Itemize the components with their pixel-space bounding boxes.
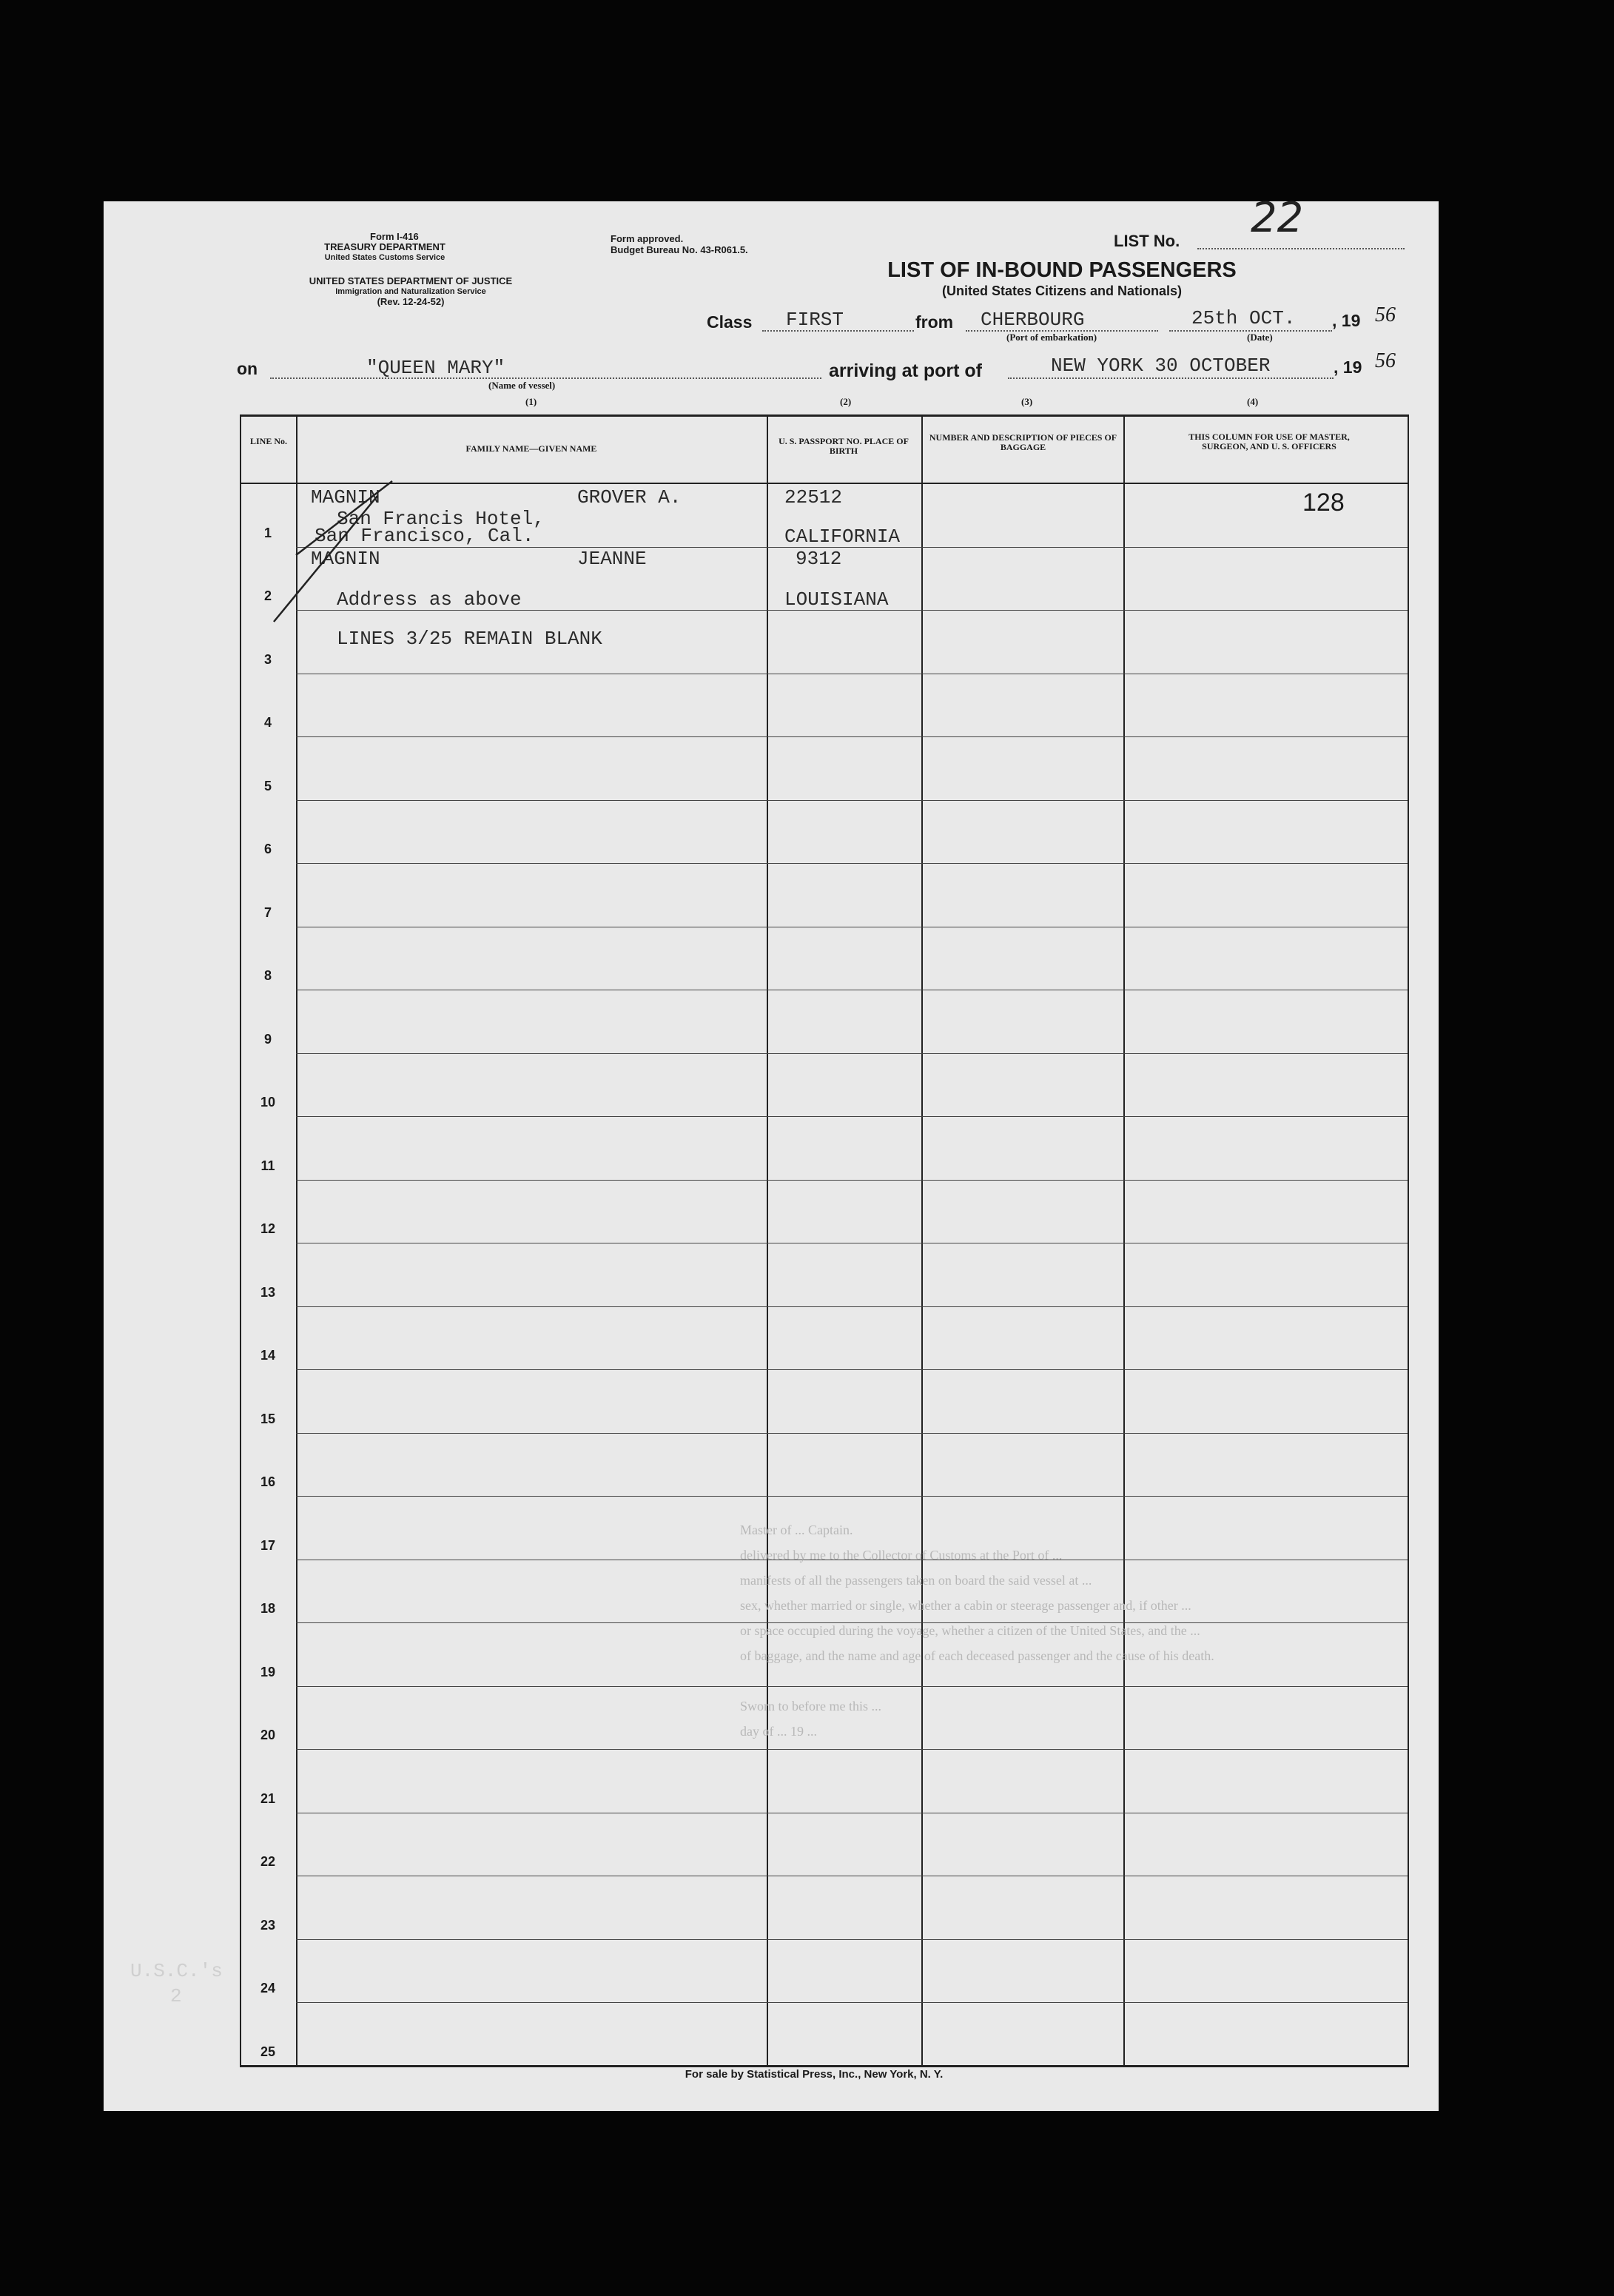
col-number-2: (2) — [840, 396, 852, 407]
row-rule — [296, 1749, 1408, 1750]
port-caption: (Port of embarkation) — [1006, 332, 1097, 343]
vessel-line — [270, 377, 821, 379]
line-number: 16 — [260, 1474, 276, 1489]
list-no-value: 22 — [1251, 194, 1304, 242]
p1-family-name: MAGNIN — [311, 486, 380, 508]
customs-service: United States Customs Service — [324, 253, 445, 262]
line-number: 23 — [260, 1917, 276, 1933]
row-rule — [296, 1433, 1408, 1434]
arriving-label: arriving at port of — [829, 360, 982, 381]
blank-lines-note: LINES 3/25 REMAIN BLANK — [337, 628, 602, 650]
line-number: 9 — [263, 1031, 272, 1047]
row-rule — [296, 1939, 1408, 1940]
arrival-year-prefix: , 19 — [1334, 358, 1362, 377]
p1-birthplace: CALIFORNIA — [784, 526, 901, 548]
col-divider-lineno — [296, 414, 297, 2067]
year-prefix: , 19 — [1332, 311, 1361, 330]
table-top-border — [240, 414, 1409, 417]
justice-dept: UNITED STATES DEPARTMENT OF JUSTICE — [309, 275, 513, 286]
from-label: from — [915, 312, 954, 332]
row-rule — [296, 1306, 1408, 1307]
table-bottom-border — [240, 2065, 1409, 2067]
p1-address-line1: San Francis Hotel, — [337, 508, 545, 530]
line-number: 12 — [260, 1221, 276, 1236]
table-right-border — [1408, 414, 1409, 2067]
p2-address: Address as above — [337, 588, 522, 611]
col-number-1: (1) — [525, 396, 537, 407]
vessel-value: "QUEEN MARY" — [366, 357, 505, 379]
table-header-bottom — [240, 483, 1409, 484]
p1-address-line2: San Francisco, Cal. — [315, 525, 534, 547]
row-rule — [296, 736, 1408, 737]
checkmark-strokes — [266, 466, 414, 629]
p2-birthplace: LOUISIANA — [784, 588, 889, 611]
row-rule — [296, 800, 1408, 801]
line-number: 18 — [260, 1601, 276, 1616]
line-number: 7 — [263, 904, 272, 920]
line-number: 11 — [260, 1158, 275, 1173]
col-divider-name — [767, 414, 768, 2067]
budget-bureau: Budget Bureau No. 43-R061.5. — [611, 244, 748, 255]
printer-footer: For sale by Statistical Press, Inc., New York, N. Y. — [685, 2068, 944, 2081]
p2-given-name: JEANNE — [577, 548, 647, 570]
list-no-line — [1197, 248, 1405, 249]
uscs-count: 2 — [170, 1985, 182, 2007]
line-number: 3 — [263, 651, 272, 667]
line-number: 2 — [263, 588, 272, 603]
line-number: 17 — [260, 1537, 276, 1553]
line-number: 4 — [263, 715, 272, 730]
header-name: FAMILY NAME—GIVEN NAME — [465, 443, 597, 454]
header-line-no: LINE No. — [249, 436, 287, 446]
date-value: 25th OCT. — [1191, 307, 1296, 329]
p2-passport-no: 9312 — [796, 548, 842, 570]
arrival-port-value: NEW YORK 30 OCTOBER — [1051, 355, 1271, 377]
line-number: 10 — [260, 1095, 276, 1110]
line-number: 5 — [263, 778, 272, 793]
date-caption: (Date) — [1247, 332, 1273, 343]
row-rule — [296, 1053, 1408, 1054]
bleed-through-text: Master of ... Captain. delivered by me to the Collector of Customs at the Port of ... manifests of all the passengers taken on board the said vessel at ... sex, whether married or single, whether a cabin or steerage passenger and, if other ... or space occupied during the voyage, whether a citizen of the United States, and the ... of baggage, and the name and age of each deceased passenger and the cause of his death. Sworn to before me this ... day of ... 19 ... — [740, 1523, 1214, 1739]
line-number: 6 — [263, 842, 272, 856]
vessel-caption: (Name of vessel) — [488, 380, 556, 391]
header-baggage: NUMBER AND DESCRIPTION OF PIECES OF BAGGAGE — [929, 432, 1117, 452]
row-rule — [296, 1369, 1408, 1370]
list-no-label: LIST No. — [1114, 232, 1180, 250]
header-passport: U. S. PASSPORT NO. PLACE OF BIRTH — [779, 436, 909, 456]
page-title: LIST OF IN-BOUND PASSENGERS — [887, 258, 1237, 282]
year-value: 56 — [1375, 303, 1396, 326]
line-number: 14 — [260, 1348, 276, 1363]
row-rule — [296, 863, 1408, 864]
line-number: 25 — [260, 2044, 276, 2059]
p2-family-name: MAGNIN — [311, 548, 380, 570]
line-number: 20 — [260, 1728, 276, 1742]
form-approved: Form approved. — [611, 233, 684, 244]
col-number-3: (3) — [1021, 396, 1033, 407]
class-value: FIRST — [786, 309, 844, 331]
p1-passport-no: 22512 — [784, 486, 843, 508]
header-officers: THIS COLUMN FOR USE OF MASTER, SURGEON, AND U. S. OFFICERS — [1188, 432, 1350, 452]
on-label: on — [237, 359, 258, 378]
row-rule — [296, 1116, 1408, 1117]
line-number: 19 — [260, 1664, 276, 1679]
treasury-dept: TREASURY DEPARTMENT — [324, 241, 445, 252]
row-rule — [296, 2002, 1408, 2003]
p1-officer-note: 128 — [1302, 489, 1345, 517]
row-rule — [296, 1180, 1408, 1181]
col-divider-baggage — [1123, 414, 1125, 2067]
line-number: 15 — [260, 1411, 276, 1426]
col-divider-passport — [921, 414, 923, 2067]
arrival-line — [1008, 377, 1334, 379]
revision-date: (Rev. 12-24-52) — [377, 296, 445, 307]
p1-given-name: GROVER A. — [577, 486, 682, 508]
line-number: 13 — [260, 1284, 276, 1300]
arrival-year-value: 56 — [1375, 349, 1396, 372]
row-rule — [296, 1496, 1408, 1497]
class-label: Class — [707, 312, 753, 332]
ins-service: Immigration and Naturalization Service — [335, 287, 486, 296]
line-number: 8 — [263, 968, 272, 983]
from-value: CHERBOURG — [981, 309, 1085, 331]
page-subtitle: (United States Citizens and Nationals) — [941, 283, 1183, 298]
uscs-note: U.S.C.'s — [130, 1960, 223, 1982]
col-number-4: (4) — [1247, 396, 1259, 407]
line-number: 24 — [260, 1981, 276, 1995]
line-number: 1 — [263, 525, 272, 540]
line-number: 22 — [260, 1854, 276, 1869]
form-number: Form I-416 — [370, 231, 419, 242]
line-number: 21 — [260, 1790, 276, 1806]
